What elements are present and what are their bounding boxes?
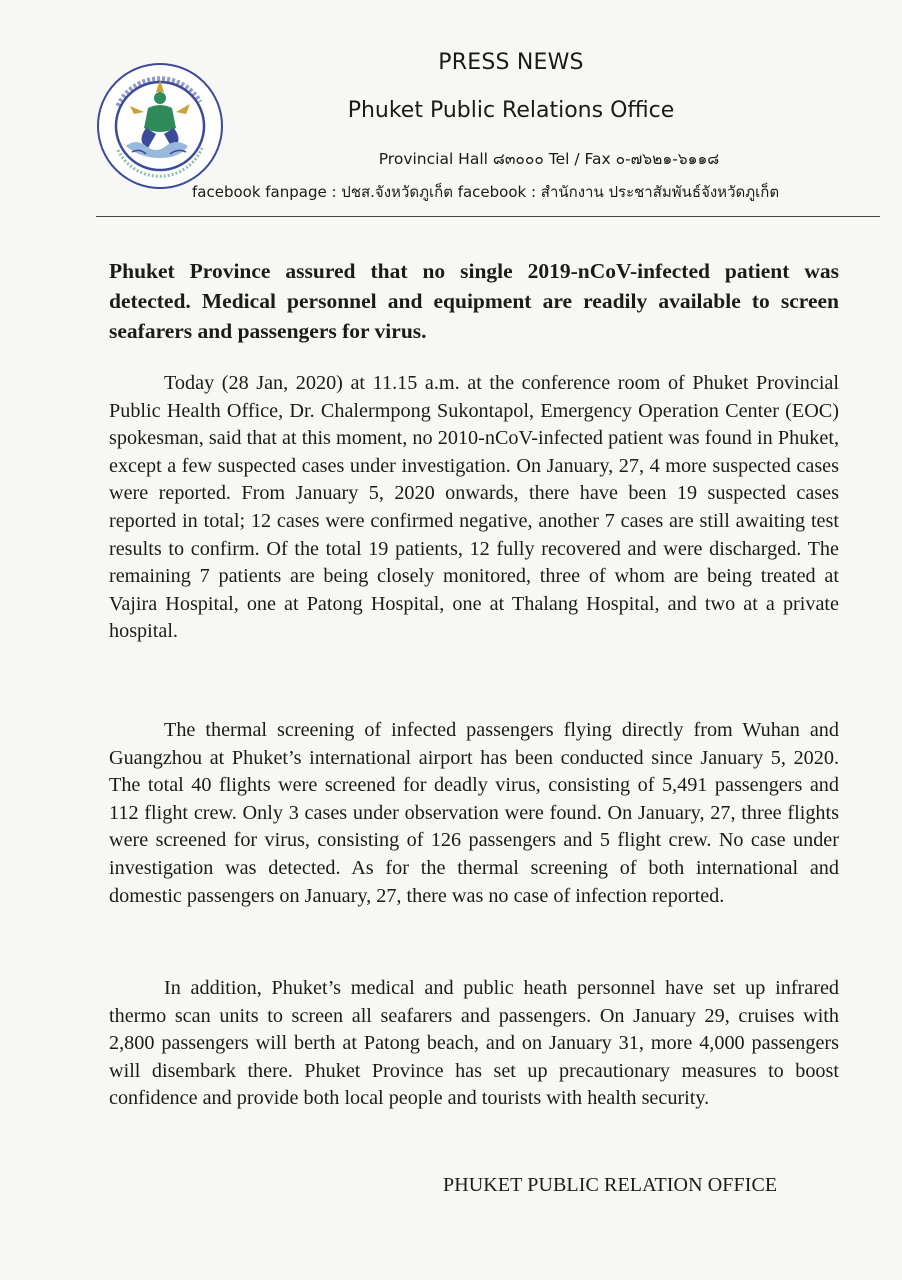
- signature: PHUKET PUBLIC RELATION OFFICE: [443, 1174, 778, 1196]
- header-divider: [96, 216, 880, 217]
- contact-line: Provincial Hall ๘๓๐๐๐ Tel / Fax ๐-๗๖๒๑-๖๑๑๘: [378, 150, 720, 168]
- social-line: facebook fanpage : ปชส.จังหวัดภูเก็ต facebook : สำนักงาน ประชาสัมพันธ์จังหวัดภูเก็ต: [192, 183, 780, 201]
- paragraph-2: The thermal screening of infected passengers flying directly from Wuhan and Guangzhou at Phuket’s international airport has been conducted since January 5, 2020. The total 40 flights were screened for deadly virus, consisting of 5,491 passengers and 112 flight crew. Only 3 cases under observation were found. On January, 27, three flights were screened for virus, consisting of 126 passengers and 5 flight crew. No case under investigation was detected. As for the thermal screening of both international and domestic passengers on January, 27, there was no case of infection reported.: [109, 719, 839, 907]
- office-name: Phuket Public Relations Office: [347, 98, 675, 123]
- paragraph-3: In addition, Phuket’s medical and public heath personnel have set up infrared thermo scan units to screen all seafarers and passengers. On January 29, cruises with 2,800 passengers will berth at Patong beach, and on January 31, more 4,000 passengers will disembark there. Phuket Province has set up precautionary measures to boost confidence and provide both local people and tourists with health security.: [109, 977, 839, 1110]
- article-headline: Phuket Province assured that no single 2019-nCoV-infected patient was detected. Medical personnel and equipment are readily available to screen seafarers and passengers for virus.: [109, 259, 839, 343]
- paragraph-1: Today (28 Jan, 2020) at 11.15 a.m. at the conference room of Phuket Provincial Public Health Office, Dr. Chalermpong Sukontapol, Emergency Operation Center (EOC) spokesman, said that at this moment, no 2010-nCoV-infected patient was found in Phuket, except a few suspected cases under investigation. On January, 27, 4 more suspected cases were reported. From January 5, 2020 onwards, there have been 19 suspected cases reported in total; 12 cases were confirmed negative, another 7 cases are still awaiting test results to confirm. Of the total 19 patients, 12 fully recovered and were discharged. The remaining 7 patients are being closely monitored, three of whom are being treated at Vajira Hospital, one at Patong Hospital, one at Thalang Hospital, and two at a private hospital.: [109, 372, 839, 643]
- press-news-title: PRESS NEWS: [438, 50, 584, 75]
